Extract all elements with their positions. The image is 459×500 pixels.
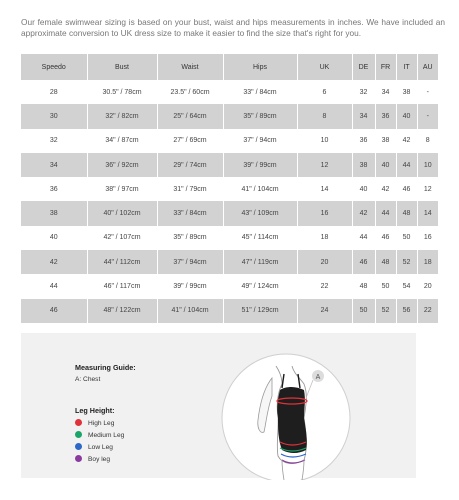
cell-uk: 20 [297, 250, 352, 274]
cell-fr: 48 [375, 250, 396, 274]
cell-it: 44 [396, 153, 417, 177]
legend-item-low-leg [75, 443, 113, 452]
cell-au: 8 [425, 137, 430, 145]
cell-speedo: 46 [21, 299, 87, 323]
legend-label: Low Leg [88, 444, 113, 451]
cell-it: 56 [396, 299, 417, 323]
cell-fr: 40 [375, 153, 396, 177]
cell-speedo: 40 [21, 226, 87, 250]
cell-au: 14 [417, 201, 438, 225]
cell-de: 34 [352, 104, 375, 128]
legend-label: High Leg [88, 420, 115, 427]
cell-bust: 36" / 92cm [87, 153, 157, 177]
cell-speedo: 30 [21, 104, 87, 128]
legend-item-medium-leg [75, 431, 124, 440]
cell-de: 38 [352, 153, 375, 177]
cell-uk: 22 [297, 274, 352, 298]
measuring-guide-panel [21, 333, 416, 478]
cell-de: 50 [352, 299, 375, 323]
chest-marker-letter: A [315, 374, 321, 381]
cell-au: 16 [423, 234, 432, 242]
cell-speedo: 34 [21, 153, 87, 177]
header-hips: Hips [223, 54, 297, 80]
cell-it: 40 [396, 104, 417, 128]
cell-waist: 35" / 89cm [157, 226, 223, 250]
header-de: DE [352, 54, 375, 80]
header-bust: Bust [87, 54, 157, 80]
sizing-intro-text: Our female swimwear sizing is based on your bust, waist and hips measurements in inches. We have included an approximate conversion to UK dress size to make it easier to find the size that's right for you. [21, 17, 445, 38]
legend-item-high-leg [75, 419, 114, 428]
green-dot-icon [75, 431, 82, 438]
table-row [21, 226, 438, 250]
cell-waist: 37" / 94cm [157, 250, 223, 274]
purple-dot-icon [75, 455, 82, 462]
cell-speedo: 28 [21, 80, 87, 104]
leg-height-title: Leg Height: [75, 406, 115, 415]
cell-bust: 42" / 107cm [87, 226, 157, 250]
cell-waist: 31" / 79cm [157, 177, 223, 201]
cell-au: 12 [423, 185, 432, 193]
blue-dot-icon [75, 443, 82, 450]
red-dot-icon [75, 419, 82, 426]
cell-bust: 46" / 117cm [87, 274, 157, 298]
cell-hips: 41" / 104cm [223, 177, 297, 201]
cell-uk: 6 [297, 80, 352, 104]
cell-uk: 12 [297, 153, 352, 177]
cell-de: 46 [352, 250, 375, 274]
cell-fr: 50 [375, 274, 396, 298]
cell-de: 42 [352, 201, 375, 225]
cell-au: 20 [423, 283, 432, 291]
cell-au: - [417, 104, 438, 128]
size-chart-table [21, 54, 438, 323]
cell-hips: 47" / 119cm [223, 250, 297, 274]
cell-au: - [426, 88, 429, 96]
cell-fr: 34 [375, 80, 396, 104]
cell-hips: 51" / 129cm [223, 299, 297, 323]
cell-it: 38 [396, 80, 417, 104]
cell-fr: 42 [375, 177, 396, 201]
cell-speedo: 38 [21, 201, 87, 225]
cell-de: 48 [352, 274, 375, 298]
cell-de: 40 [352, 177, 375, 201]
cell-au: 10 [417, 153, 438, 177]
cell-bust: 48" / 122cm [87, 299, 157, 323]
cell-hips: 45" / 114cm [223, 226, 297, 250]
cell-waist: 23.5" / 60cm [157, 80, 223, 104]
cell-fr: 38 [375, 129, 396, 153]
cell-hips: 33" / 84cm [223, 80, 297, 104]
cell-it: 48 [396, 201, 417, 225]
legend-label: Boy leg [88, 456, 110, 463]
cell-bust: 44" / 112cm [87, 250, 157, 274]
legend-label: Medium Leg [88, 432, 125, 439]
cell-de: 44 [352, 226, 375, 250]
cell-bust: 30.5" / 78cm [87, 80, 157, 104]
cell-fr: 52 [375, 299, 396, 323]
header-fr: FR [375, 54, 396, 80]
cell-waist: 41" / 104cm [157, 299, 223, 323]
table-row [21, 250, 438, 274]
cell-uk: 16 [297, 201, 352, 225]
cell-bust: 38" / 97cm [87, 177, 157, 201]
chest-measure-label: A: Chest [75, 376, 101, 383]
header-waist: Waist [157, 54, 223, 80]
cell-hips: 37" / 94cm [223, 129, 297, 153]
cell-uk: 14 [297, 177, 352, 201]
cell-de: 36 [352, 129, 375, 153]
cell-uk: 8 [297, 104, 352, 128]
cell-fr: 36 [375, 104, 396, 128]
cell-speedo: 32 [21, 129, 87, 153]
cell-it: 50 [396, 226, 417, 250]
cell-hips: 49" / 124cm [223, 274, 297, 298]
cell-it: 42 [396, 129, 417, 153]
table-row [21, 274, 438, 298]
table-row [21, 153, 438, 177]
table-row [21, 177, 438, 201]
cell-speedo: 36 [21, 177, 87, 201]
cell-waist: 25" / 64cm [157, 104, 223, 128]
cell-uk: 18 [297, 226, 352, 250]
cell-waist: 29" / 74cm [157, 153, 223, 177]
cell-hips: 39" / 99cm [223, 153, 297, 177]
cell-fr: 44 [375, 201, 396, 225]
table-row [21, 80, 438, 104]
cell-it: 52 [396, 250, 417, 274]
measuring-guide-title: Measuring Guide: [75, 363, 136, 372]
cell-hips: 43" / 109cm [223, 201, 297, 225]
cell-hips: 35" / 89cm [223, 104, 297, 128]
cell-waist: 33" / 84cm [157, 201, 223, 225]
table-row [21, 129, 438, 153]
header-au: AU [417, 54, 438, 80]
cell-waist: 27" / 69cm [157, 129, 223, 153]
cell-bust: 32" / 82cm [87, 104, 157, 128]
cell-au: 22 [417, 299, 438, 323]
cell-waist: 39" / 99cm [157, 274, 223, 298]
cell-bust: 34" / 87cm [87, 129, 157, 153]
table-row [21, 104, 438, 128]
header-it: IT [396, 54, 417, 80]
cell-it: 46 [396, 177, 417, 201]
table-header-row [21, 54, 438, 80]
cell-au: 18 [417, 250, 438, 274]
table-row [21, 299, 438, 323]
header-speedo: Speedo [21, 54, 87, 80]
table-row [21, 201, 438, 225]
cell-it: 54 [396, 274, 417, 298]
cell-de: 32 [352, 80, 375, 104]
cell-uk: 10 [297, 129, 352, 153]
header-uk: UK [297, 54, 352, 80]
cell-uk: 24 [297, 299, 352, 323]
cell-speedo: 44 [21, 274, 87, 298]
cell-fr: 46 [375, 226, 396, 250]
cell-speedo: 42 [21, 250, 87, 274]
legend-item-boy-leg [75, 455, 110, 464]
swimsuit-figure-illustration [220, 348, 352, 480]
cell-bust: 40" / 102cm [87, 201, 157, 225]
